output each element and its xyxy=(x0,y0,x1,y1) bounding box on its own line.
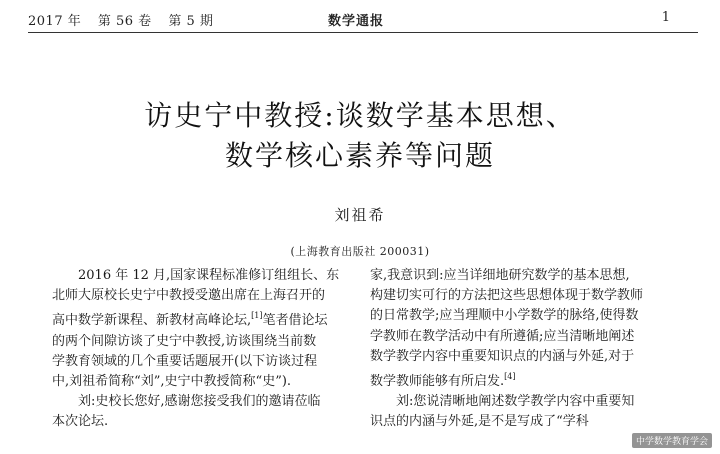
watermark-badge: 中学数学教育学会 xyxy=(632,433,712,448)
paragraph-line: 2016 年 12 月,国家课程标准修订组组长、东 xyxy=(78,268,340,283)
year: 2017 年 xyxy=(28,14,82,29)
paragraph-line: 的日常教学;应当理顺中小学数学的脉络,使得数 xyxy=(370,308,639,324)
paragraph-line: 识点的内涵与外延,是不是写成了“学科 xyxy=(370,414,589,430)
paragraph-line: 家,我意识到:应当详细地研究数学的基本思想, xyxy=(370,268,630,283)
volume: 第 56 卷 xyxy=(97,14,152,29)
paragraph-line xyxy=(370,367,688,392)
author-affiliation: (上海教育出版社 200031) xyxy=(290,245,430,258)
paragraph-line: 本次论坛. xyxy=(52,414,109,430)
journal-name: 数学通报 xyxy=(328,14,385,29)
page-number: 1 xyxy=(661,10,670,25)
paragraph-line: 构建切实可行的方法把这些思想体现于数学教师 xyxy=(370,288,644,304)
paragraph-line: 中,刘祖希简称“刘”,史宁中教授简称“史”). xyxy=(52,374,292,390)
title-line-1: 访史宁中教授:谈数学基本思想、 xyxy=(144,99,576,132)
right-column xyxy=(370,266,688,433)
left-column xyxy=(52,266,348,433)
paragraph-line: 刘:史校长您好,感谢您接受我们的邀请莅临 xyxy=(78,394,321,410)
issue: 第 5 期 xyxy=(168,14,214,29)
running-header xyxy=(28,10,670,34)
header-rule xyxy=(28,32,698,33)
paragraph-line xyxy=(52,306,348,331)
paragraph-line: 学教育领域的几个重要话题展开(以下访谈过程 xyxy=(52,353,318,369)
article-title xyxy=(0,96,720,176)
citation-ref[interactable]: [4] xyxy=(504,372,516,382)
paragraph-text: 数学教师能够有所启发. xyxy=(370,374,505,390)
paragraph-line: 刘:您说清晰地阐述数学教学内容中重要知 xyxy=(396,394,635,410)
paragraph-text: 高中数学新课程、新教材高峰论坛, xyxy=(52,313,252,329)
paragraph-line: 北师大原校长史宁中教授受邀出席在上海召开的 xyxy=(52,288,326,304)
paragraph-line: 的两个间隙访谈了史宁中教授,访谈围绕当前数 xyxy=(52,333,317,349)
citation-ref[interactable]: [1] xyxy=(251,311,263,321)
title-line-2: 数学核心素养等问题 xyxy=(224,139,495,172)
paragraph-text: 笔者借论坛 xyxy=(262,313,328,329)
paragraph-line: 数学教学内容中重要知识点的内涵与外延,对于 xyxy=(370,348,635,364)
author-name: 刘祖希 xyxy=(334,206,386,224)
paragraph-line: 学教师在教学活动中有所遵循;应当清晰地阐述 xyxy=(370,328,635,344)
issue-info xyxy=(28,10,225,29)
